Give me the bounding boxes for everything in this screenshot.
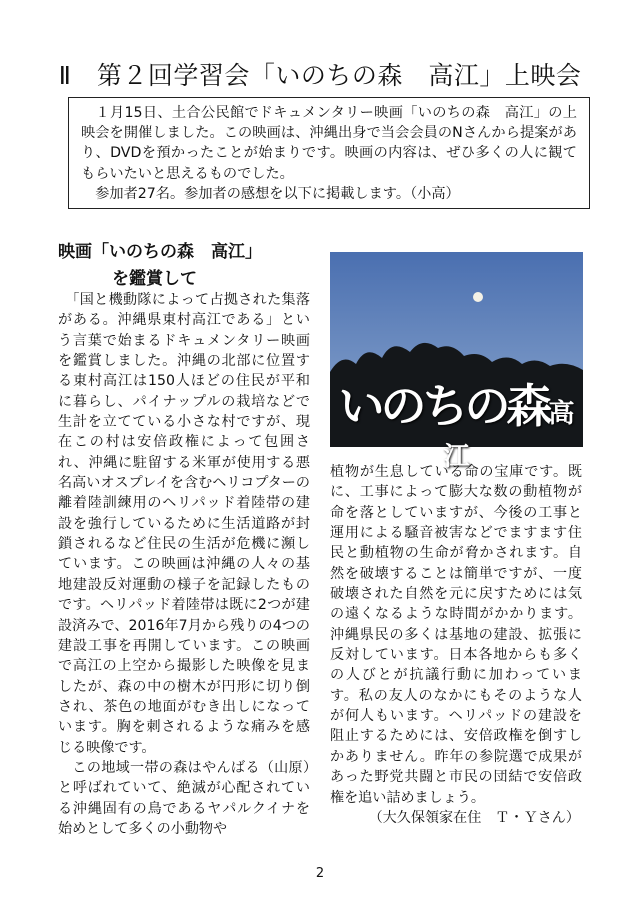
film-logo-main: いのちの森 [338,379,549,433]
film-logo-sub: 高江 [443,399,575,472]
film-poster-image [330,252,583,472]
article-paragraph: この地域一帯の森はやんばる（山原）と呼ばれていて、絶滅が心配されている沖縄固有の鳥であるヤパルクイナを始めとして多くの小動物や [58,759,310,837]
page-number: 2 [315,866,325,881]
article-title-line: 映画「いのちの森 高江」 [58,242,262,262]
moon-icon [473,292,483,302]
article-column-right [330,462,582,828]
article-title-line: を鑑賞して [112,269,197,289]
article-author: （大久保領家在住 Ｔ・Ｙさん） [368,809,580,826]
intro-box [68,97,590,209]
intro-paragraph: 参加者27名。参加者の感想を以下に掲載します。（小高） [81,185,460,202]
article-paragraph: 「国と機動隊によって占拠された集落がある。沖縄県東村高江である」という言葉で始まるドキュメンタリー映画を鑑賞しました。沖縄の北部に位置する東村高江は150人ほどの住民が平和に暮らし、パイナップルの栽培などで生計を立てている小さな村ですが、現在この村は安倍政権によって包囲され、沖縄に駐留する米軍が使用する悪名高いオスプレイを含むヘリコプターの離着陸訓練用のヘリパッド着陸帯の建設を強行しているために生活道路が封鎖されるなど住民の生活が危機に瀕しています。この映画は沖縄の人々の基地建設反対運動の様子を記録したものです。ヘリパッド着陸帯は既に2つが建設済みで、2016年7月から残りの4つの建設工事を再開しています。この映画で高江の上空から撮影した映像を見ましたが、森の中の樹木が円形に切り倒され、茶色の地面がむき出しになっています。胸を刺されるような痛みを感じる映像です。 [58,292,310,756]
article-title [58,239,262,293]
page-title: Ⅱ 第２回学習会「いのちの森 高江」上映会 [58,61,582,90]
intro-paragraph: １月15日、土合公民館でドキュメンタリー映画「いのちの森 高江」の上映会を開催しました。この映画は、沖縄出身で当会会員のNさんから提案があり、DVDを預かったことが始まりです。映画の内容は、ぜひ多くの人に観てもらいたいと思えるものでした。 [81,105,577,182]
article-paragraph: 植物が生息している命の宝庫です。既に、工事によって膨大な数の動植物が命を落としていますが、今後の工事と運用による騒音被害などでますます住民と動植物の生命が脅かされます。自然を破壊することは簡単ですが、一度破壊された自然を元に戻すためには気の遠くなるような時間がかかります。沖縄県民の多くは基地の建設、拡張に反対しています。日本各地からも多くの人びとが抗議行動に加わっています。私の友人のなかにもそのような人が何人もいます。ヘリパッドの建設を阻止するためには、安倍政権を倒すしかありません。昨年の参院選で成果があった野党共闘と市民の団結で安倍政権を追い詰めましょう。 [330,464,582,806]
article-column-left [58,290,310,839]
film-logo [330,370,583,473]
